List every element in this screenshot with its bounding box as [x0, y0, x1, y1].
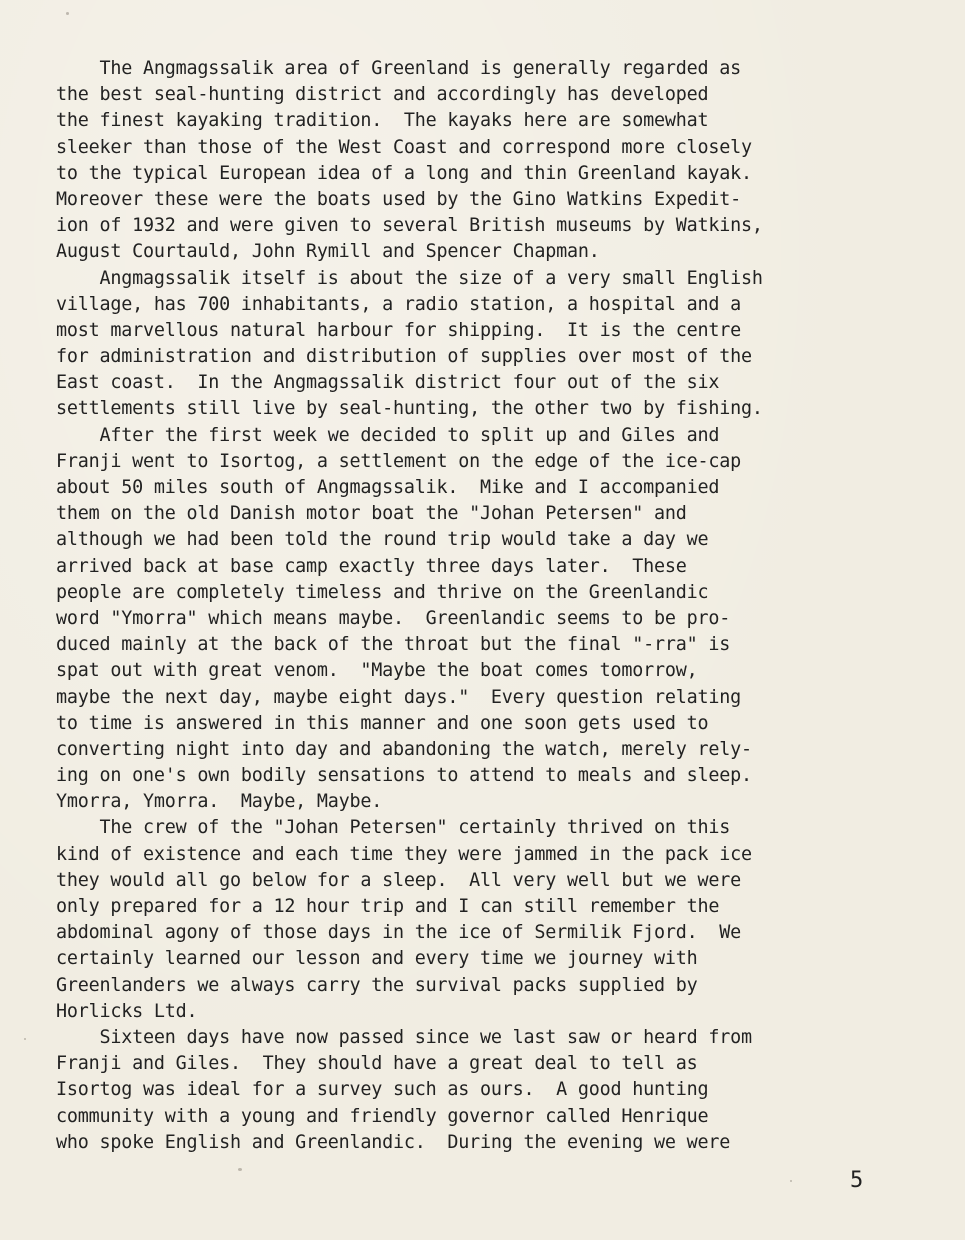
text-line: August Courtauld, John Rymill and Spencer Chapman. — [56, 241, 600, 263]
text-line: ing on one's own bodily sensations to attend to meals and sleep. — [56, 765, 752, 787]
text-line: about 50 miles south of Angmagssalik. Mike and I accompanied — [56, 477, 720, 498]
text-line: they would all go below for a sleep. All very well but we were — [56, 869, 741, 891]
text-line: East coast. In the Angmagssalik district four out of the six — [56, 372, 720, 394]
text-line: although we had been told the round trip would take a day we — [56, 529, 709, 551]
text-line: who spoke English and Greenlandic. During the evening we were — [56, 1131, 731, 1153]
text-line: Moreover these were the boats used by the Gino Watkins Expedit- — [56, 188, 741, 210]
text-line: Franji and Giles. They should have a great deal to tell as — [56, 1053, 698, 1075]
paper-speck — [24, 1038, 26, 1040]
text-line: Isortog was ideal for a survey such as ours. A good hunting — [56, 1079, 709, 1101]
text-line: Greenlanders we always carry the survival packs supplied by — [56, 974, 698, 996]
text-line: Sixteen days have now passed since we last saw or heard from — [56, 1026, 752, 1048]
paper-speck — [238, 1168, 242, 1171]
text-line: settlements still live by seal-hunting, the other two by fishing. — [56, 398, 763, 420]
text-line: the best seal-hunting district and accordingly has developed — [56, 84, 709, 106]
paper-speck — [790, 1180, 792, 1182]
text-line: abdominal agony of those days in the ice of Sermilik Fjord. We — [56, 922, 741, 944]
text-line: Angmagssalik itself is about the size of a very small English — [56, 267, 763, 289]
text-line: maybe the next day, maybe eight days." Every question relating — [56, 686, 741, 708]
text-line: Horlicks Ltd. — [56, 1000, 198, 1022]
text-line: for administration and distribution of supplies over most of the — [56, 346, 752, 368]
text-line: kind of existence and each time they were jammed in the pack ice — [56, 843, 752, 865]
text-line: certainly learned our lesson and every time we journey with — [56, 948, 698, 970]
text-line: arrived back at base camp exactly three days later. These — [56, 555, 687, 577]
text-line: word "Ymorra" which means maybe. Greenlandic seems to be pro- — [56, 607, 731, 629]
text-line: them on the old Danish motor boat the "Johan Petersen" and — [56, 503, 687, 525]
paper-speck — [66, 12, 69, 15]
text-line: Franji went to Isortog, a settlement on the edge of the ice-cap — [56, 450, 741, 472]
text-line: The Angmagssalik area of Greenland is generally regarded as — [56, 58, 741, 79]
text-line: Ymorra, Ymorra. Maybe, Maybe. — [56, 791, 383, 813]
text-line: people are completely timeless and thrive on the Greenlandic — [56, 581, 709, 603]
page-number: 5 — [850, 1168, 864, 1193]
text-line: only prepared for a 12 hour trip and I can still remember the — [56, 896, 720, 917]
text-line: duced mainly at the back of the throat but the final "-rra" is — [56, 634, 731, 656]
text-line: to the typical European idea of a long and thin Greenland kayak. — [56, 162, 752, 184]
text-line: After the first week we decided to split up and Giles and — [56, 424, 720, 446]
text-line: most marvellous natural harbour for shipping. It is the centre — [56, 319, 741, 341]
text-line: sleeker than those of the West Coast and correspond more closely — [56, 136, 752, 158]
text-line: ion of 1932 and were given to several British museums by Watkins, — [56, 215, 763, 237]
text-line: converting night into day and abandoning the watch, merely rely- — [56, 738, 752, 760]
text-line: The crew of the "Johan Petersen" certainly thrived on this — [56, 817, 731, 839]
body-text — [56, 56, 916, 1156]
text-line: to time is answered in this manner and one soon gets used to — [56, 712, 709, 734]
text-line: spat out with great venom. "Maybe the boat comes tomorrow, — [56, 660, 698, 682]
text-line: village, has 700 inhabitants, a radio station, a hospital and a — [56, 293, 741, 315]
text-line: community with a young and friendly governor called Henrique — [56, 1105, 709, 1127]
text-line: the finest kayaking tradition. The kayaks here are somewhat — [56, 110, 709, 132]
